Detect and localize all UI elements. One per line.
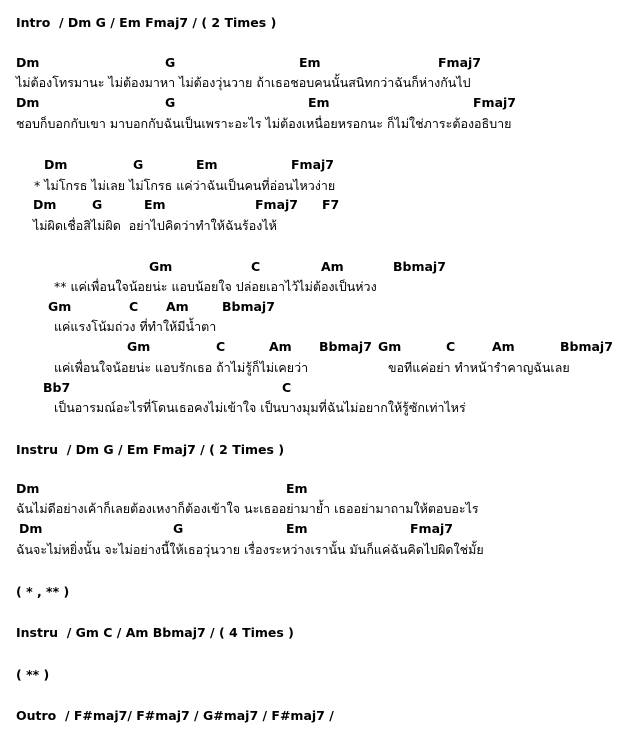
lyric-line: แค่เพื่อนใจน้อยน่ะ แอบรักเธอ ถ้าไม่รู้ก็ไม่เคยว่า: [54, 360, 309, 375]
lyric-line: ฉันไม่ดีอย่างเค้าก็เลยต้องเหงาก็ต้องเข้าใจ นะเธออย่ามาย้ำ เธออย่ามาถามให้ตอบอะไร: [16, 501, 479, 516]
chord-label: Fmaj7: [410, 521, 453, 536]
chord-label: Fmaj7: [291, 157, 334, 172]
chord-label: G: [92, 197, 103, 212]
lyric-line: * ไม่โกรธ ไม่เลย ไม่โกรธ แค่ว่าฉันเป็นคนที่อ่อนไหวง่าย: [34, 178, 336, 193]
lyric-line: เป็นอารมณ์อะไรที่โดนเธอคงไม่เข้าใจ เป็นบางมุมที่ฉันไม่อยากให้รู้ซักเท่าไหร่: [54, 400, 466, 415]
chord-label: Bbmaj7: [393, 259, 446, 274]
intro-line: Intro / Dm G / Em Fmaj7 / ( 2 Times ): [16, 15, 277, 30]
chord-label: C: [251, 259, 261, 274]
chord-label: Em: [196, 157, 218, 172]
lyric-line: ชอบก็บอกกับเขา มาบอกกับฉันเป็นเพราะอะไร ไม่ต้องเหนื่อยหรอกนะ ก็ไม่ใช่ภาระต้องอธิบาย: [16, 116, 512, 131]
chord-label: Fmaj7: [255, 197, 298, 212]
chord-label: Gm: [127, 339, 151, 354]
chord-label: Dm: [16, 481, 40, 496]
chord-label: G: [173, 521, 184, 536]
chord-label: Dm: [19, 521, 43, 536]
chord-label: C: [282, 380, 292, 395]
chord-label: Dm: [44, 157, 68, 172]
outro-line: Outro / F#maj7/ F#maj7 / G#maj7 / F#maj7 /: [16, 708, 334, 723]
chord-label: Fmaj7: [473, 95, 516, 110]
chord-label: Am: [321, 259, 344, 274]
chord-label: Bbmaj7: [560, 339, 613, 354]
chord-label: G: [133, 157, 144, 172]
chord-label: Bbmaj7: [222, 299, 275, 314]
chord-label: C: [446, 339, 456, 354]
chord-label: Gm: [149, 259, 173, 274]
instru-line: Instru / Dm G / Em Fmaj7 / ( 2 Times ): [16, 442, 285, 457]
chord-label: C: [216, 339, 226, 354]
chord-label: Gm: [48, 299, 72, 314]
chord-label: C: [129, 299, 139, 314]
chord-label: G: [165, 95, 176, 110]
chord-label: Gm: [378, 339, 402, 354]
repeat-marker: ( * , ** ): [16, 584, 70, 599]
chord-label: Bb7: [43, 380, 71, 395]
repeat-marker: ( ** ): [16, 667, 50, 682]
chord-label: Bbmaj7: [319, 339, 372, 354]
chord-label: Dm: [16, 95, 40, 110]
chord-label: Em: [308, 95, 330, 110]
lyric-line: ** แค่เพื่อนใจน้อยน่ะ แอบน้อยใจ ปล่อยเอาไว้ไม่ต้องเป็นห่วง: [54, 279, 377, 294]
chord-label: Am: [166, 299, 189, 314]
chord-label: Am: [269, 339, 292, 354]
lyric-line: ไม่ผิดเชื่อสิไม่ผิด อย่าไปคิดว่าทำให้ฉันร้องไห้: [33, 218, 277, 233]
lyric-line: ขอทีแค่อย่า ทำหน้ารำคาญฉันเลย: [388, 360, 570, 375]
lyric-line: แค่แรงโน้มถ่วง ที่ทำให้มีน้ำตา: [54, 319, 217, 334]
chord-label: Dm: [16, 55, 40, 70]
instru-line: Instru / Gm C / Am Bbmaj7 / ( 4 Times ): [16, 625, 294, 640]
chord-label: F7: [322, 197, 340, 212]
chord-label: Dm: [33, 197, 57, 212]
chord-label: Em: [299, 55, 321, 70]
chord-label: Fmaj7: [438, 55, 481, 70]
lyric-line: ไม่ต้องโทรมานะ ไม่ต้องมาหา ไม่ต้องวุ่นวาย ถ้าเธอชอบคนนั้นสนิทกว่าฉันก็ห่างกันไป: [16, 75, 471, 90]
chord-label: G: [165, 55, 176, 70]
chord-label: Am: [492, 339, 515, 354]
chord-label: Em: [286, 521, 308, 536]
chord-label: Em: [286, 481, 308, 496]
chord-label: Em: [144, 197, 166, 212]
lyric-line: ฉันจะไม่หยิ่งนั้น จะไม่อย่างนี้ให้เธอวุ่นวาย เรื่องระหว่างเรานั้น มันก็แค่ฉันคิดไปผิดใช่มั้ย: [16, 542, 484, 557]
